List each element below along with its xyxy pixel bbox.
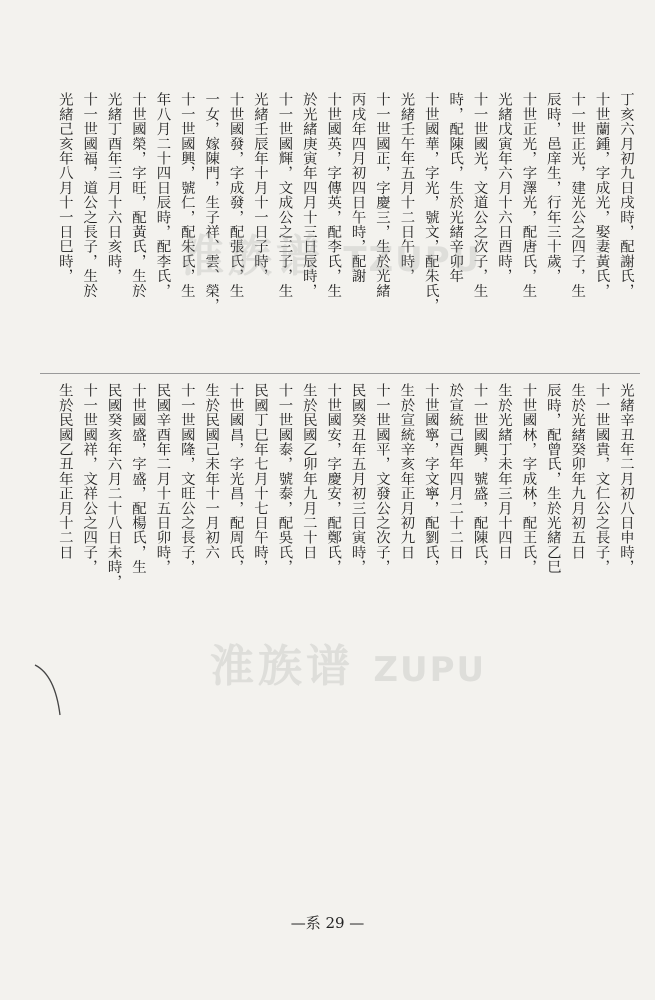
text-column: 於光緒庚寅年四月十三日辰時， bbox=[300, 92, 317, 298]
text-column: 光緒辛丑年二月初八日申時， bbox=[618, 383, 634, 575]
handwritten-mark bbox=[30, 655, 70, 725]
text-column: 十一世國正，字慶三，生於光緒 bbox=[374, 92, 390, 298]
text-column: 十世國盛，字盛，配楊氏，生 bbox=[130, 383, 146, 575]
text-column: 民國癸丑年五月初三日寅時， bbox=[349, 383, 366, 575]
text-column: 生於民國乙丑年正月十二日 bbox=[56, 383, 73, 560]
text-column: 十世蘭鍾，字成光，娶妻黃氏， bbox=[593, 92, 610, 298]
page-number: —系 29 — bbox=[290, 914, 365, 932]
text-column: 民國丁巳年七月十七日午時， bbox=[252, 383, 268, 575]
watermark-upper-sub: TZUPU bbox=[343, 240, 482, 280]
text-column: 生於宣統辛亥年正月初九日 bbox=[398, 383, 415, 560]
text-column: 於宣統己酉年四月二十二日 bbox=[447, 383, 464, 560]
text-column: 丁亥六月初九日戌時，配謝氏， bbox=[618, 92, 634, 298]
text-column: 辰時，邑庠生，行年三十歲， bbox=[544, 92, 561, 284]
text-column: 十一世國隆，文旺公之長子， bbox=[178, 383, 195, 575]
text-column: 十一世國輝，文成公之三子，生 bbox=[276, 92, 293, 298]
text-column: 十世國發，字成發，配張氏，生 bbox=[227, 92, 244, 298]
text-column: 生於民國乙卯年九月二十日 bbox=[300, 383, 317, 560]
text-column: 十一世國祥，文祥公之四子， bbox=[81, 383, 98, 575]
text-column: 十一世國福，道公之長子，生於 bbox=[81, 92, 98, 298]
text-column: 十世國華，字光，號文，配朱氏， bbox=[422, 92, 439, 313]
text-column: 十世國林，字成林，配王氏， bbox=[520, 383, 537, 575]
text-column: 光緒壬午年五月十二日午時， bbox=[398, 92, 415, 284]
text-column: 十世國榮，字旺，配黃氏，生於 bbox=[130, 92, 146, 298]
text-column: 十一世國貴，文仁公之長子， bbox=[593, 383, 610, 575]
text-column: 時，配陳氏，生於光緒辛卯年 bbox=[447, 92, 464, 284]
text-column: 年八月二十四日辰時，配李氏， bbox=[154, 92, 171, 298]
text-column: 十世國寧，字文寧，配劉氏， bbox=[422, 383, 439, 575]
text-column: 十一世國泰，號泰，配吳氏， bbox=[276, 383, 293, 575]
text-column: 光緒己亥年八月十一日巳時， bbox=[56, 92, 73, 284]
text-column: 十一世國光，文道公之次子，生 bbox=[471, 92, 488, 298]
watermark-upper-text: 淮族谱 bbox=[180, 231, 324, 282]
text-column: 生於光緒癸卯年九月初五日 bbox=[569, 383, 586, 560]
section-divider bbox=[40, 373, 640, 374]
text-column: 十一世國興，號仁，配朱氏，生 bbox=[178, 92, 195, 298]
text-column: 光緒壬辰年十月十一日子時， bbox=[252, 92, 268, 284]
text-column: 一女，嫁陳門，生子祥、雲、榮， bbox=[203, 92, 220, 313]
text-column: 光緒丁酉年三月十六日亥時， bbox=[105, 92, 122, 284]
text-column: 十一世國平，文發公之次子， bbox=[374, 383, 390, 575]
text-column: 十一世正光，建光公之四子，生 bbox=[569, 92, 586, 298]
text-column: 丙戌年四月初四日午時，配謝 bbox=[349, 92, 366, 284]
text-column: 十世國安，字慶安，配鄭氏， bbox=[325, 383, 342, 575]
text-column: 十世國昌，字光昌，配周氏， bbox=[227, 383, 244, 575]
text-column: 生於民國己未年十一月初六 bbox=[203, 383, 220, 560]
text-column: 十世國英，字傳英，配李氏，生 bbox=[325, 92, 342, 298]
watermark-lower-sub: ZUPU bbox=[373, 650, 487, 690]
watermark-lower-text: 淮族谱 bbox=[210, 641, 354, 692]
text-column: 民國癸亥年六月二十八日未時， bbox=[105, 383, 122, 589]
text-column: 生於光緒丁未年三月十四日 bbox=[496, 383, 512, 560]
text-column: 辰時，配曾氏，生於光緒乙巳 bbox=[544, 383, 561, 575]
text-column: 十一世國興，號盛，配陳氏， bbox=[471, 383, 488, 575]
text-column: 光緒戊寅年六月十六日酉時， bbox=[496, 92, 512, 284]
text-column: 民國辛酉年二月十五日卯時， bbox=[154, 383, 171, 575]
text-column: 十世正光，字澤光，配唐氏，生 bbox=[520, 92, 537, 298]
